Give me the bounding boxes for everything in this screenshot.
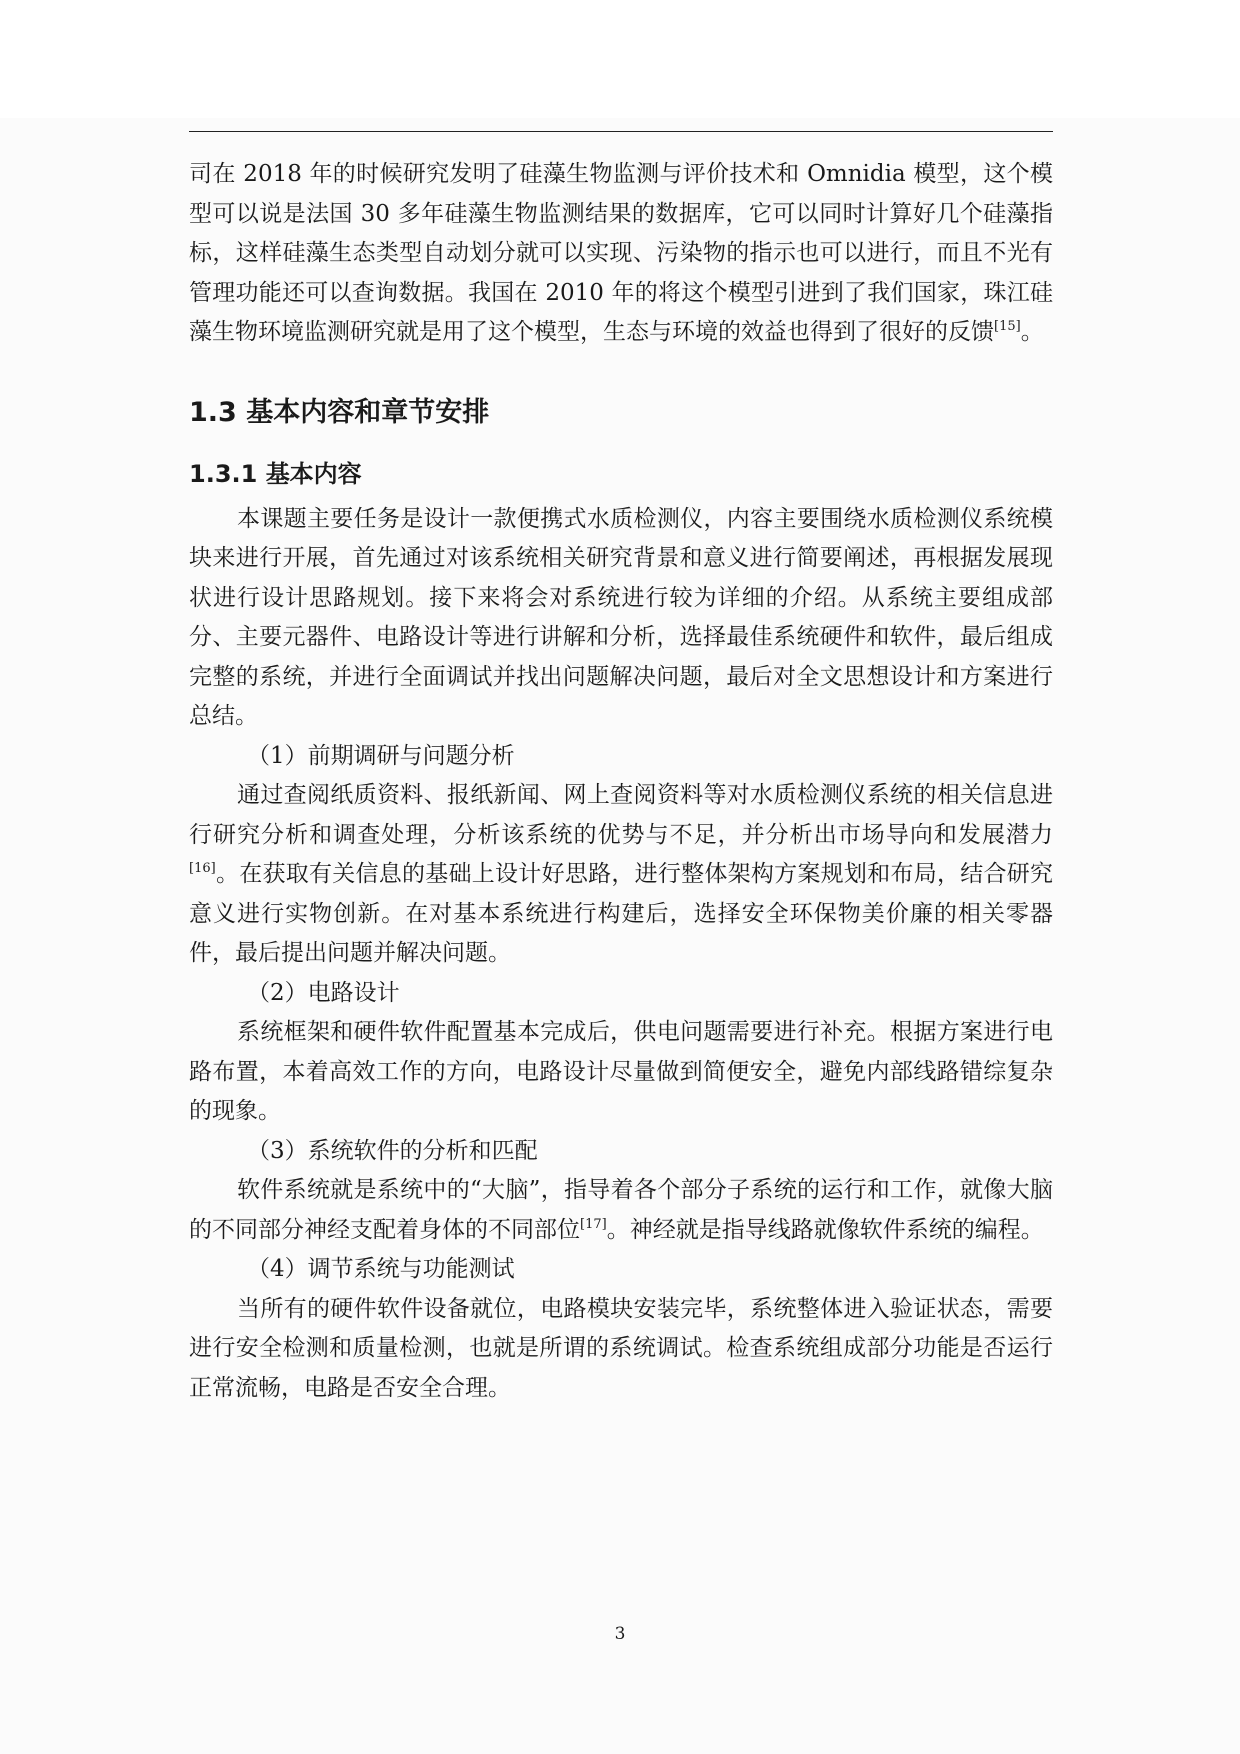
paragraph-research	[189, 776, 1053, 974]
page-top-margin	[0, 0, 1240, 118]
paragraph-text: 软件系统就是系统中的“大脑”，指导着各个部分子系统的运行和工作，就像大脑的不同部分神经支配着身体的不同部位	[189, 1177, 1053, 1243]
paragraph-software	[189, 1171, 1053, 1250]
paragraph-omnidia	[189, 155, 1053, 353]
list-item-testing: （4）调节系统与功能测试	[247, 1256, 515, 1282]
header-rule	[189, 131, 1053, 132]
citation-15: [15]	[994, 319, 1021, 334]
citation-16: [16]	[189, 861, 216, 876]
list-item-research: （1）前期调研与问题分析	[247, 742, 515, 769]
paragraph-text: 司在 2018 年的时候研究发明了硅藻生物监测与评价技术和 Omnidia 模型，这个模型可以说是法国 30 多年硅藻生物监测结果的数据库，它可以同时计算好几个硅藻指标，这样硅藻生态类型自动划分就可以实现、污染物的指示也可以进行，而且不光有管理功能还可以查询数据。我国在 2010 年的将这个模型引进到了我们国家，珠江硅藻生物环境监测研究就是用了这个模型，生态与环境的效益也得到了很好的反馈	[189, 161, 1053, 345]
page-number: 3	[614, 1624, 626, 1644]
paragraph-main-task: 本课题主要任务是设计一款便携式水质检测仪，内容主要围绕水质检测仪系统模块来进行开展，首先通过对该系统相关研究背景和意义进行简要阐述，再根据发展现状进行设计思路规划。接下来将会对系统进行较为详细的介绍。从系统主要组成部分、主要元器件、电路设计等进行讲解和分析，选择最佳系统硬件和软件，最后组成完整的系统，并进行全面调试并找出问题解决问题，最后对全文思想设计和方案进行总结。	[189, 505, 1053, 729]
subsection-heading: 1.3.1 基本内容	[189, 459, 362, 488]
section-heading: 1.3 基本内容和章节安排	[189, 396, 490, 428]
paragraph-testing: 当所有的硬件软件设备就位，电路模块安装完毕，系统整体进入验证状态，需要进行安全检测和质量检测，也就是所谓的系统调试。检查系统组成部分功能是否运行正常流畅，电路是否安全合理。	[189, 1295, 1053, 1401]
citation-17: [17]	[580, 1216, 607, 1232]
list-item-circuit: （2）电路设计	[247, 979, 400, 1006]
paragraph-text-continued: 。神经就是指导线路就像软件系统的编程。	[606, 1216, 1044, 1243]
paragraph-text: 通过查阅纸质资料、报纸新闻、网上查阅资料等对水质检测仪系统的相关信息进行研究分析和调查处理，分析该系统的优势与不足，并分析出市场导向和发展潜力	[189, 782, 1053, 848]
paragraph-circuit: 系统框架和硬件软件配置基本完成后，供电问题需要进行补充。根据方案进行电路布置，本着高效工作的方向，电路设计尽量做到简便安全，避免内部线路错综复杂的现象。	[189, 1019, 1053, 1124]
paragraph-text-continued: 。在获取有关信息的基础上设计好思路，进行整体架构方案规划和布局，结合研究意义进行实物创新。在对基本系统进行构建后，选择安全环保物美价廉的相关零器件，最后提出问题并解决问题。	[189, 861, 1053, 966]
paragraph-text-end: 。	[1020, 319, 1044, 345]
page-content	[189, 155, 1053, 1408]
list-item-software: （3）系统软件的分析和匹配	[247, 1137, 538, 1164]
